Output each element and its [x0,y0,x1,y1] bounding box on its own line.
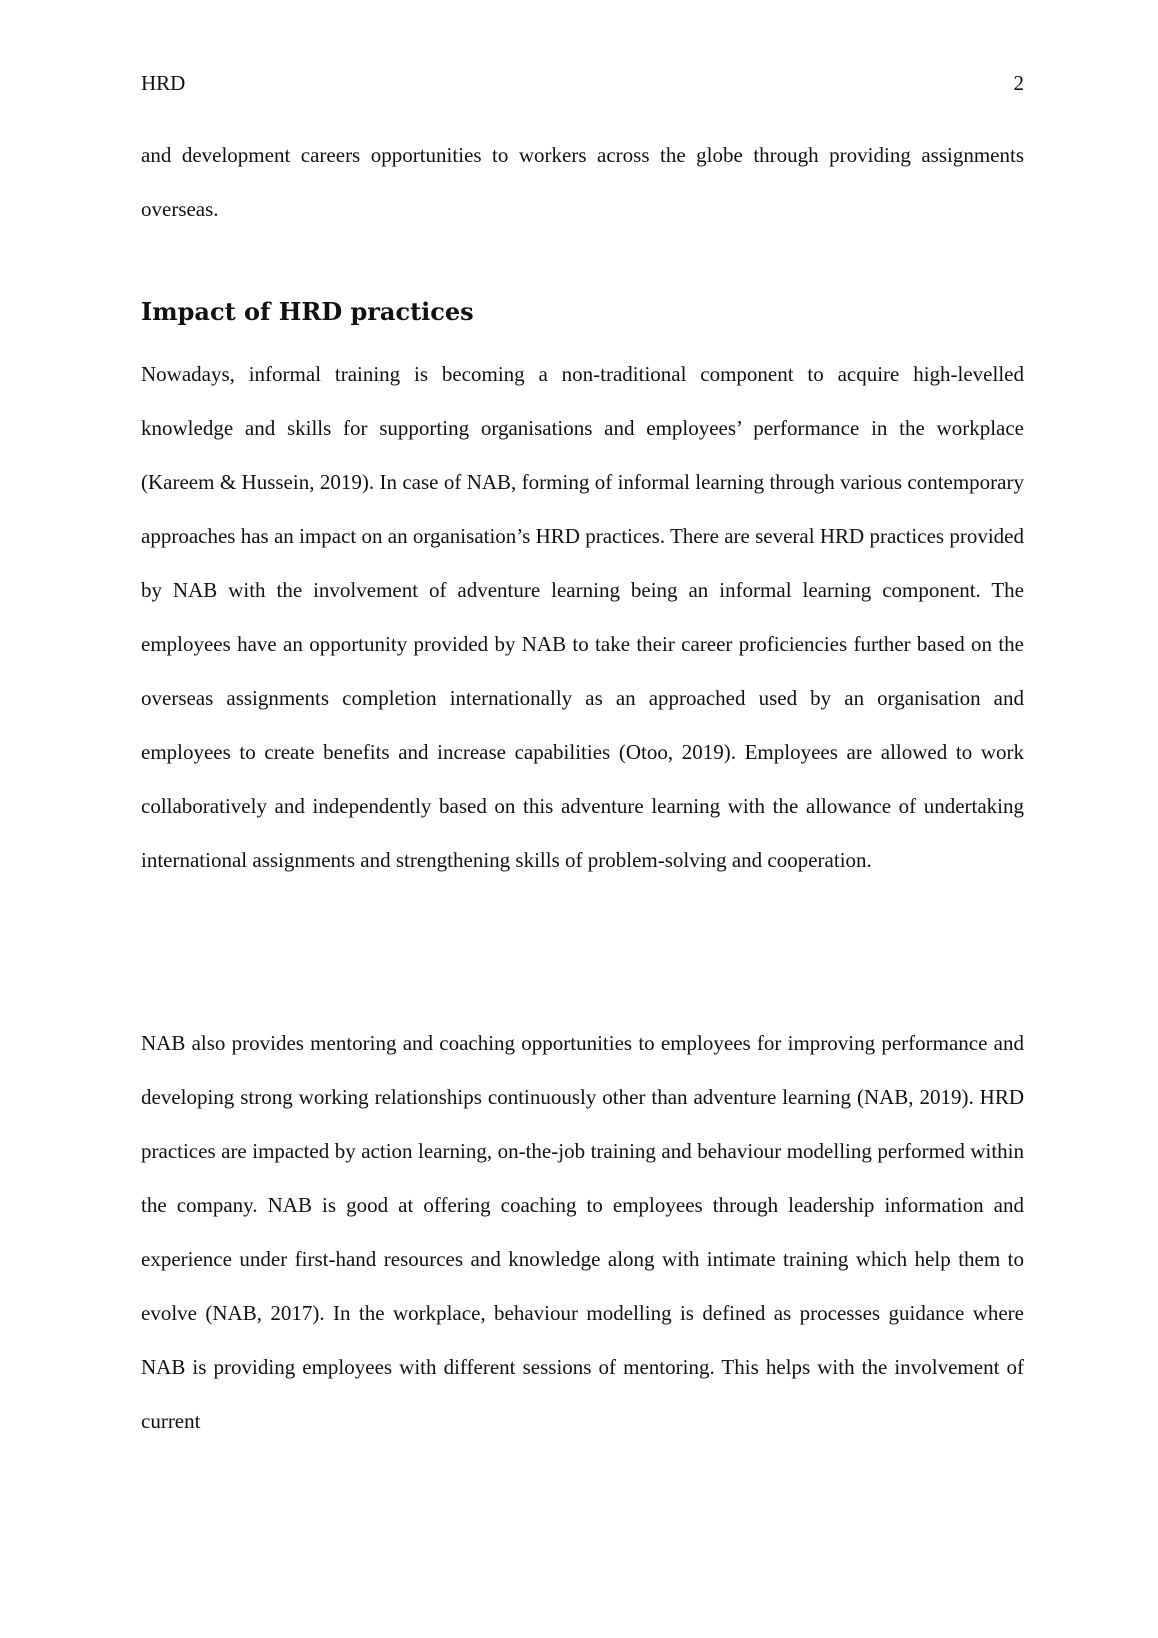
body-paragraph-2: NAB also provides mentoring and coaching opportunities to employees for improving performance and developing strong working relationships continuously other than adventure learning (NAB, 2019). HRD practices are impacted by action learning, on-the-job training and behaviour modelling performed within the company. NAB is good at offering coaching to employees through leadership information and experience under first-hand resources and knowledge along with intimate training which help them to evolve (NAB, 2017). In the workplace, behaviour modelling is defined as processes guidance where NAB is providing employees with different sessions of mentoring. This helps with the involvement of current [141,1031,1024,1433]
continuation-paragraph: and development careers opportunities to workers across the globe through providing assignments overseas. [141,143,1024,221]
section-heading: Impact of HRD practices [141,297,474,326]
running-title: HRD [141,71,186,95]
page-number: 2 [1013,71,1024,95]
body-paragraph-1: Nowadays, informal training is becoming a non-traditional component to acquire high-levelled knowledge and skills for supporting organisations and employees’ performance in the workplace (Kareem & Hussein, 2019). In case of NAB, forming of informal learning through various contemporary approaches has an impact on an organisation’s HRD practices. There are several HRD practices provided by NAB with the involvement of adventure learning being an informal learning component. The employees have an opportunity provided by NAB to take their career proficiencies further based on the overseas assignments completion internationally as an approached used by an organisation and employees to create benefits and increase capabilities (Otoo, 2019). Employees are allowed to work collaboratively and independently based on this adventure learning with the allowance of undertaking international assignments and strengthening skills of problem-solving and cooperation. [141,362,1024,872]
running-header [141,68,1024,98]
